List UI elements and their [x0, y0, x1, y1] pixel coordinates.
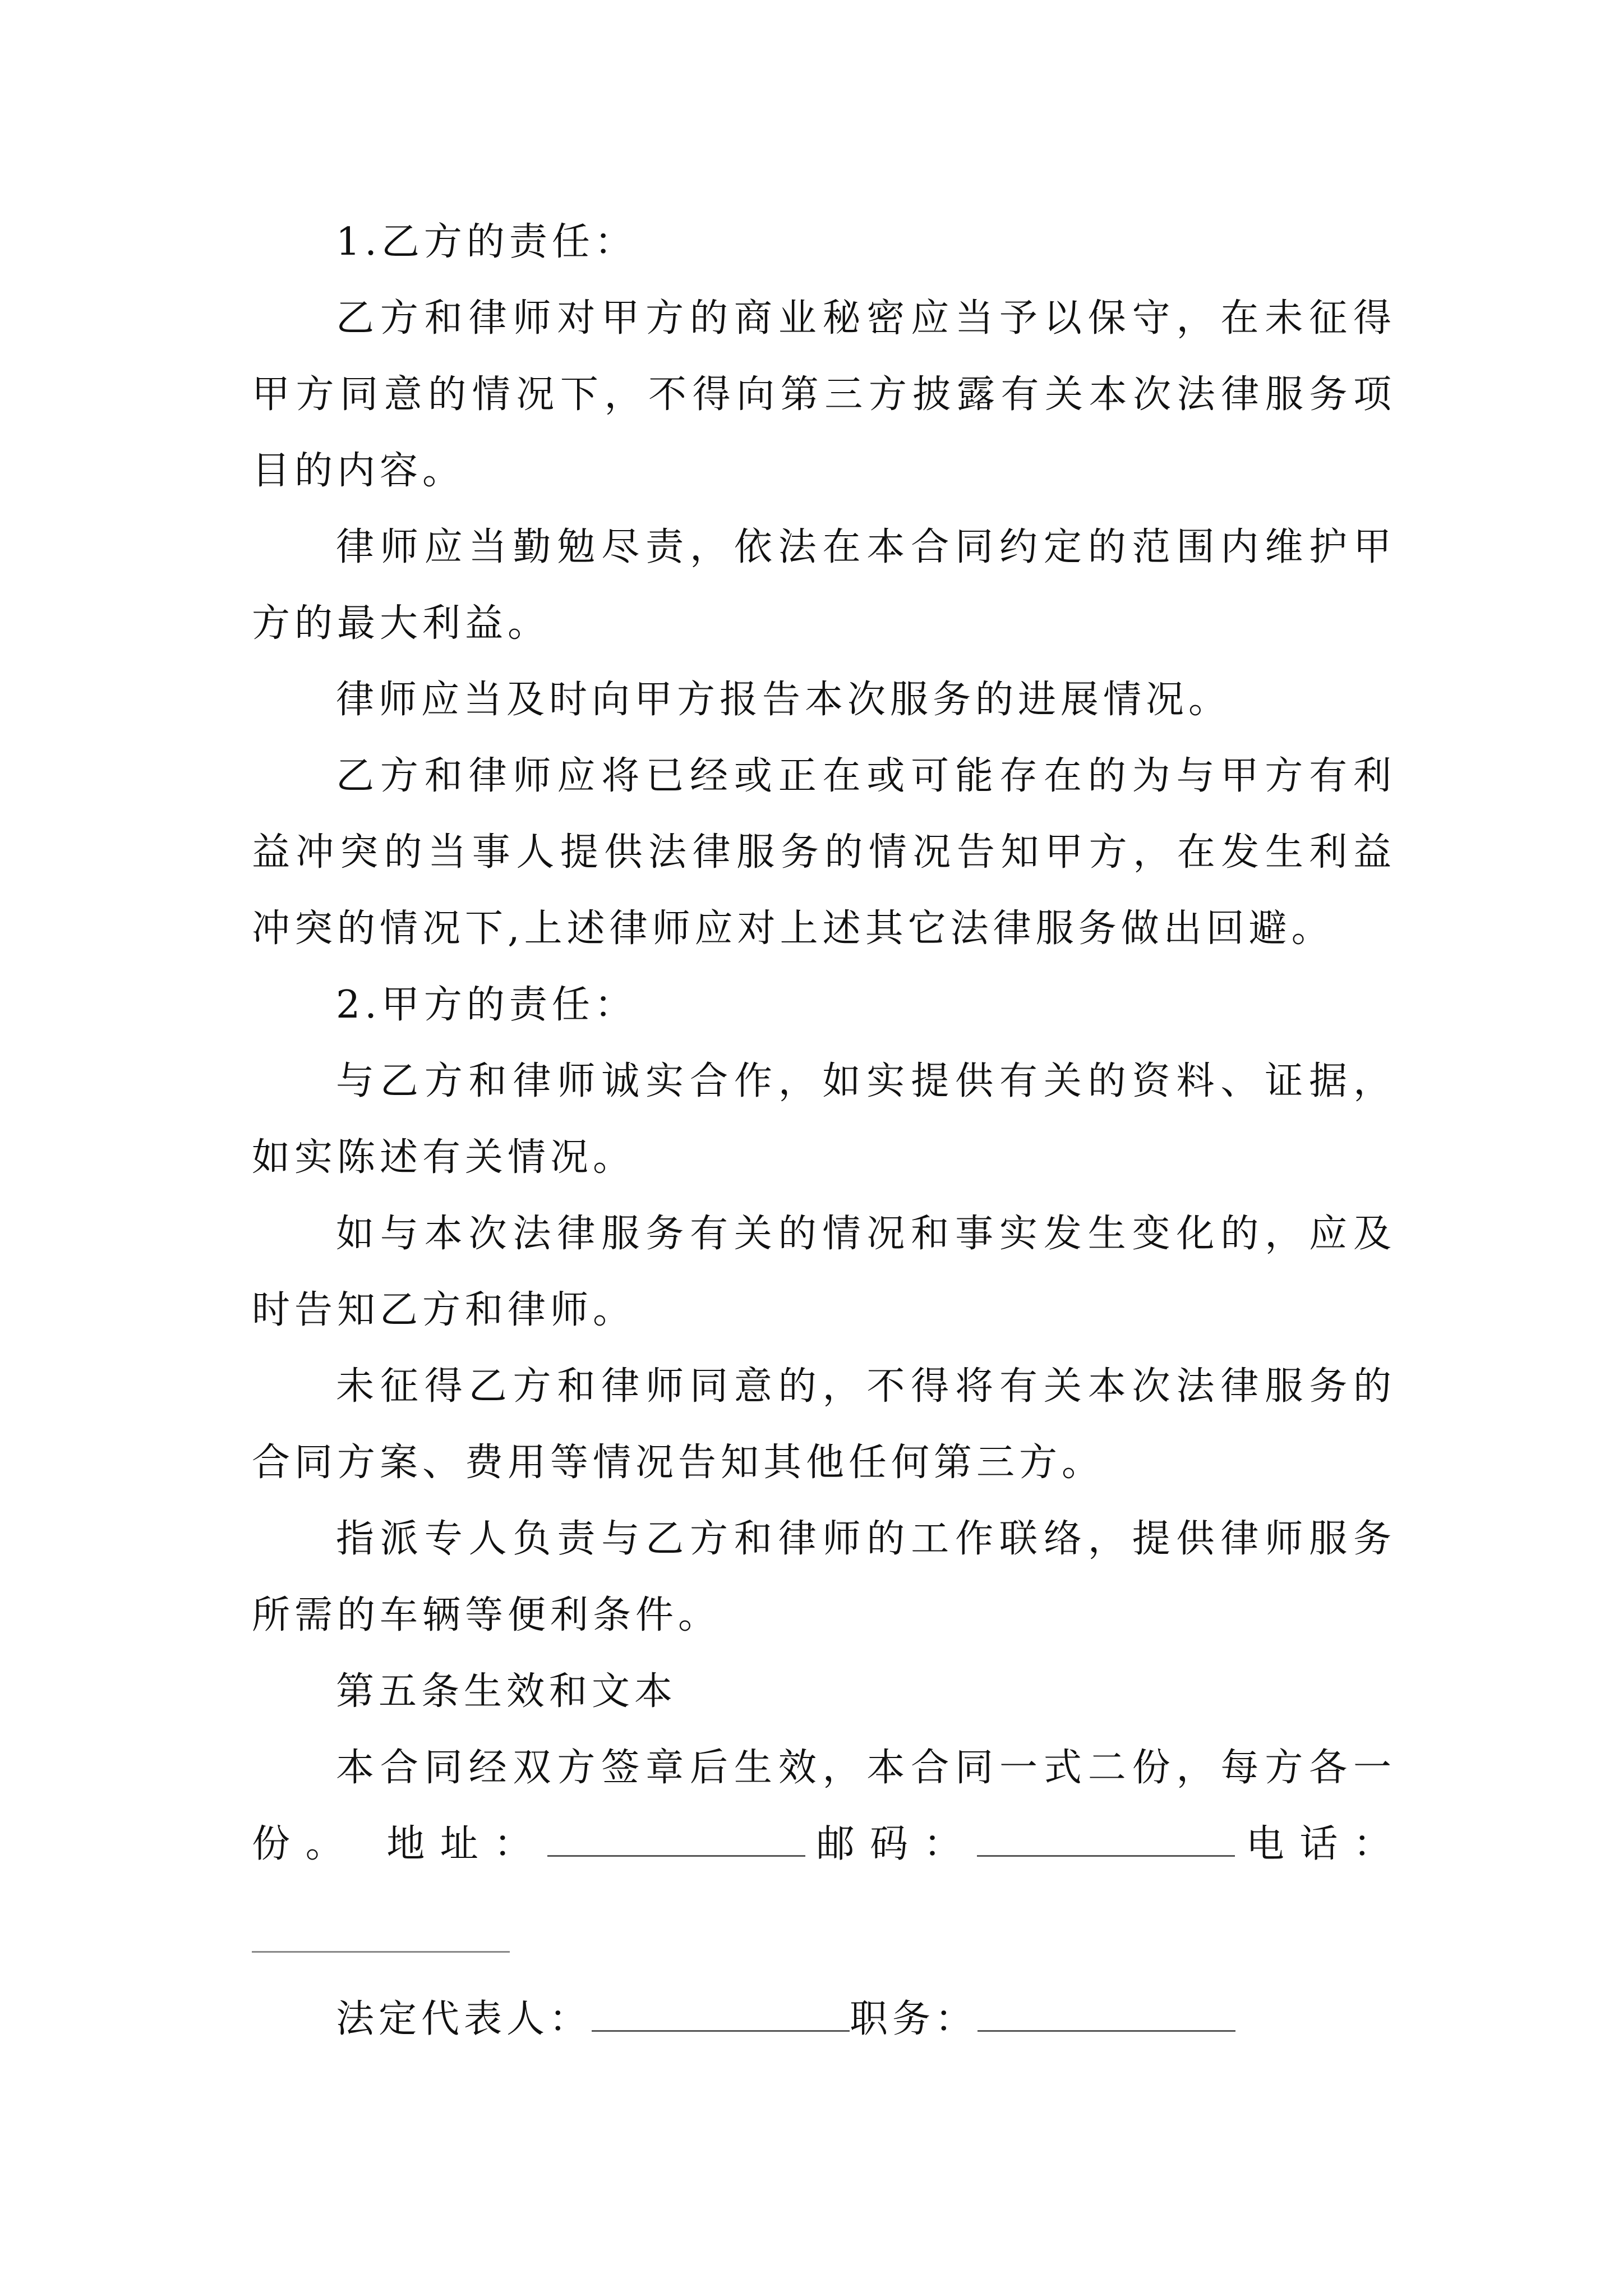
- paragraph-diligence: 律师应当勤勉尽责，依法在本合同约定的范围内维护甲方的最大利益。: [252, 525, 1396, 646]
- paragraph-confidentiality: 乙方和律师对甲方的商业秘密应当予以保守，在未征得甲方同意的情况下，不得向第三方披露有关本次法律服务项目的内容。: [252, 296, 1396, 493]
- effect-text: 本合同经双方签章后生效，本合同一式二份，每方各一份。: [252, 1746, 1396, 1866]
- signature-line: [336, 1981, 1235, 2058]
- postcode-label: 邮码：: [805, 1822, 978, 1866]
- legal-rep-label: 法定代表人：: [336, 1997, 592, 2041]
- paragraph-change-notice: 如与本次法律服务有关的情况和事实发生变化的，应及时告知乙方和律师。: [252, 1212, 1396, 1332]
- paragraph-party-a-duty-heading: 2.甲方的责任：: [336, 983, 637, 1027]
- paragraph-effect: [252, 1730, 1396, 1883]
- address-blank: [547, 1820, 805, 1857]
- paragraph-liaison: 指派专人负责与乙方和律师的工作联络，提供律师服务所需的车辆等便利条件。: [252, 1517, 1396, 1637]
- phone-blank: [252, 1951, 510, 1953]
- paragraph-conflict-of-interest: 乙方和律师应将已经或正在或可能存在的为与甲方有利益冲突的当事人提供法律服务的情况告知甲方，在发生利益冲突的情况下,上述律师应对上述其它法律服务做出回避。: [252, 754, 1396, 951]
- paragraph-progress-report: 律师应当及时向甲方报告本次服务的进展情况。: [336, 678, 1232, 722]
- paragraph-party-b-duty-heading: 1.乙方的责任：: [336, 220, 637, 264]
- position-label: 职务：: [850, 1997, 978, 2041]
- position-blank: [978, 1995, 1235, 2032]
- postcode-blank: [977, 1820, 1235, 1857]
- article-five-heading: 第五条生效和文本: [336, 1669, 677, 1714]
- paragraph-non-disclosure: 未征得乙方和律师同意的，不得将有关本次法律服务的合同方案、费用等情况告知其他任何第三方。: [252, 1364, 1396, 1485]
- phone-label: 电话：: [1235, 1822, 1396, 1866]
- legal-rep-blank: [592, 1995, 850, 2032]
- paragraph-cooperation: 与乙方和律师诚实合作，如实提供有关的资料、证据，如实陈述有关情况。: [252, 1059, 1396, 1180]
- address-label: 地址：: [386, 1822, 548, 1866]
